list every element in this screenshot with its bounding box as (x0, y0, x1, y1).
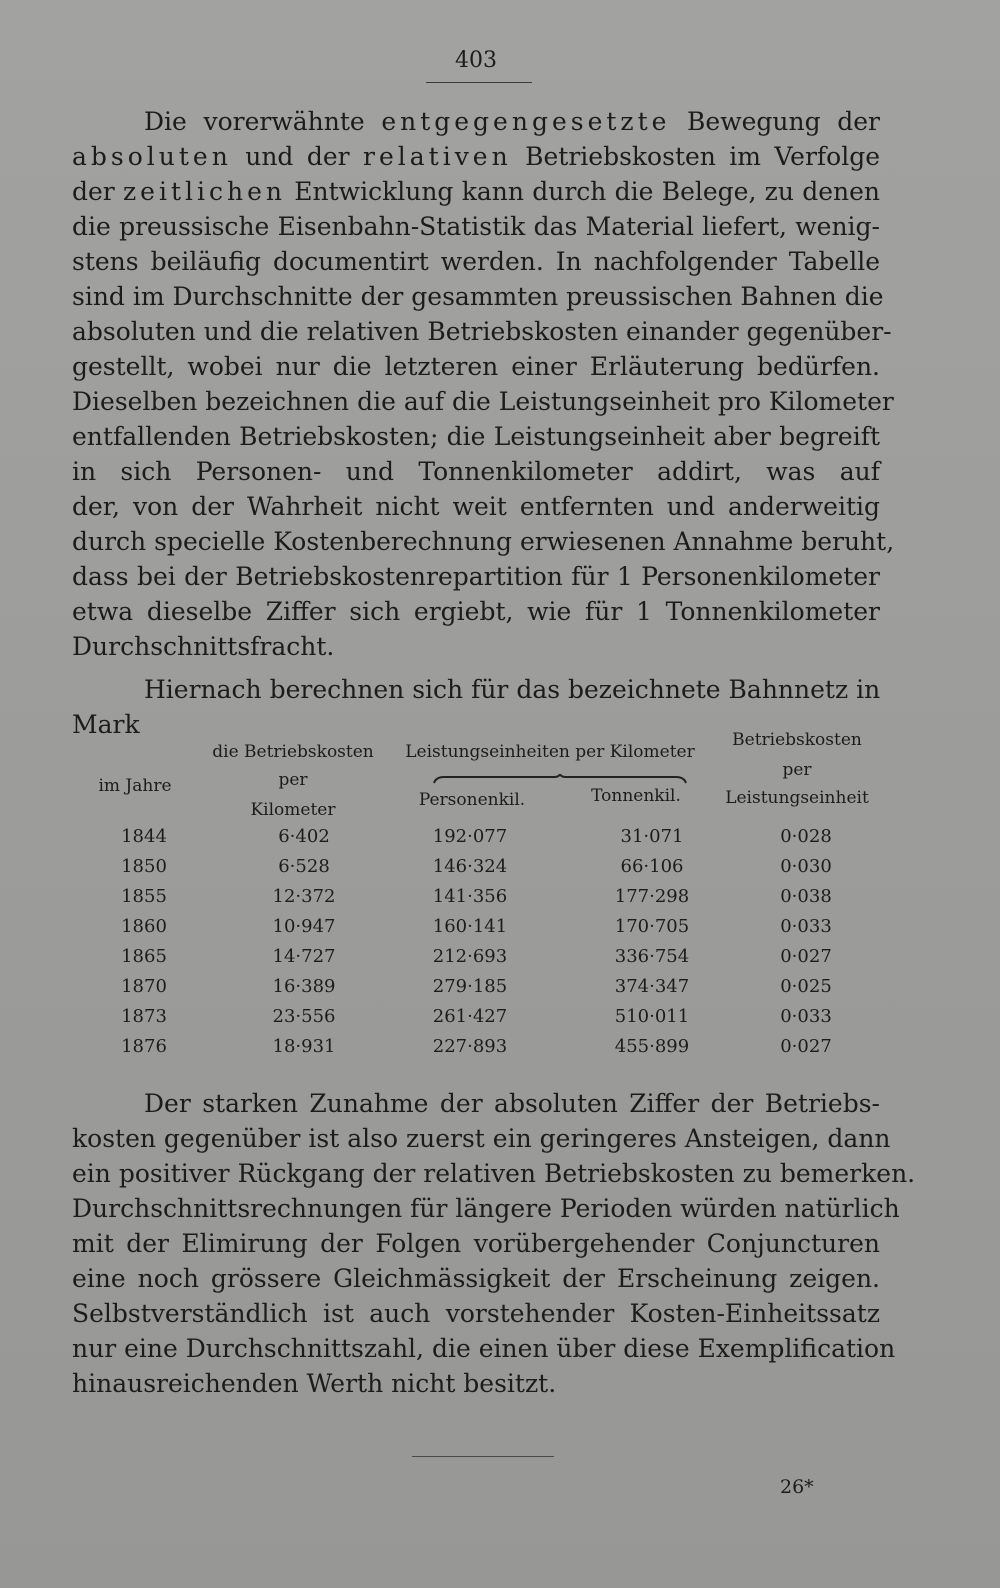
text-line (72, 594, 880, 629)
text-line (72, 489, 880, 524)
text-segment: Selbstverständlich ist auch vorstehender Kosten-Einheitssatz (72, 1299, 880, 1328)
header-cost-line1: die Betriebskosten (212, 742, 374, 762)
cell-year: 1873 (121, 1006, 167, 1027)
cell-cost: 6·528 (278, 856, 330, 877)
text-segment: Die vorerwähnte (144, 107, 382, 136)
text-segment: Durchschnittsrechnungen für längere Perioden würden natürlich (72, 1194, 900, 1223)
header-unitcost-line2: per (782, 760, 812, 780)
text-segment: Bewegung der (670, 107, 881, 136)
text-line (72, 279, 884, 314)
header-persons: Personenkil. (418, 790, 526, 810)
cell-cost: 6·402 (278, 826, 330, 847)
cell-persons: 279·185 (432, 976, 508, 997)
cell-year: 1860 (121, 916, 167, 937)
cell-cost: 10·947 (272, 916, 336, 937)
cell-unit: 0·027 (780, 946, 832, 967)
text-segment: zeitlichen (123, 177, 287, 206)
text-line (72, 314, 892, 349)
signature-mark: 26* (780, 1476, 814, 1498)
text-segment: Hiernach berechnen sich für das bezeichnete Bahnnetz in (144, 675, 881, 704)
footer-rule (412, 1456, 554, 1457)
brace-icon (432, 774, 688, 784)
text-line (72, 419, 880, 454)
text-segment: stens beiläufig documentirt werden. In nachfolgender Tabelle (72, 247, 880, 276)
cell-unit: 0·027 (780, 1036, 832, 1057)
cell-unit: 0·025 (780, 976, 832, 997)
text-line (72, 139, 880, 174)
cell-persons: 227·893 (432, 1036, 508, 1057)
text-line (72, 1156, 916, 1191)
cell-persons: 146·324 (432, 856, 508, 877)
text-line (72, 384, 894, 419)
cell-cost: 16·389 (272, 976, 336, 997)
header-unitcost-line3: Leistungseinheit (725, 788, 869, 808)
header-cost-line2: per (278, 770, 308, 790)
text-line (72, 1261, 880, 1296)
text-segment: der (72, 177, 124, 206)
text-line (72, 629, 880, 664)
text-segment: relativen (363, 142, 512, 171)
text-line (72, 1331, 896, 1366)
text-segment: in sich Personen- und Tonnenkilometer addirt, was auf (72, 457, 880, 486)
text-segment: dass bei der Betriebskostenrepartition für 1 Personenkilometer (72, 562, 880, 591)
cell-persons: 212·693 (432, 946, 508, 967)
text-segment: Entwicklung kann durch die Belege, zu denen (286, 177, 880, 206)
text-segment: durch specielle Kostenberechnung erwiesenen Annahme beruht, (72, 527, 895, 556)
cell-unit: 0·038 (780, 886, 832, 907)
cell-persons: 192·077 (432, 826, 508, 847)
cell-cost: 23·556 (272, 1006, 336, 1027)
cell-cost: 18·931 (272, 1036, 336, 1057)
header-tons: Tonnenkil. (591, 786, 681, 806)
paragraph-conclusion (72, 1086, 916, 1401)
text-line (72, 209, 880, 244)
cell-cost: 14·727 (272, 946, 336, 967)
text-line (72, 672, 880, 707)
text-line (72, 1366, 880, 1401)
cell-year: 1844 (121, 826, 167, 847)
cell-year: 1870 (121, 976, 167, 997)
paragraph-intro (72, 104, 895, 664)
text-line (72, 454, 880, 489)
text-line (72, 349, 880, 384)
text-segment: die preussische Eisenbahn-Statistik das Material liefert, wenig- (72, 212, 880, 241)
cell-tons: 31·071 (620, 826, 684, 847)
cell-tons: 455·899 (614, 1036, 690, 1057)
text-segment: absoluten und die relativen Betriebskosten einander gegenüber- (72, 317, 892, 346)
text-segment: Dieselben bezeichnen die auf die Leistungseinheit pro Kilometer (72, 387, 894, 416)
cell-tons: 374·347 (614, 976, 690, 997)
text-segment: der, von der Wahrheit nicht weit entfernten und anderweitig (72, 492, 880, 521)
cost-table (72, 730, 892, 1066)
cell-cost: 12·372 (272, 886, 336, 907)
text-segment: mit der Elimirung der Folgen vorübergehender Conjuncturen (72, 1229, 880, 1258)
text-segment: gestellt, wobei nur die letzteren einer Erläuterung bedürfen. (72, 352, 880, 381)
cell-year: 1876 (121, 1036, 167, 1057)
text-line (72, 524, 895, 559)
header-cost-line3: Kilometer (250, 800, 336, 820)
cell-year: 1850 (121, 856, 167, 877)
text-segment: hinausreichenden Werth nicht besitzt. (72, 1369, 557, 1398)
text-segment: entgegengesetzte (381, 107, 671, 136)
text-line (72, 1086, 880, 1121)
cell-persons: 261·427 (432, 1006, 508, 1027)
header-rule (426, 82, 532, 83)
text-segment: Der starken Zunahme der absoluten Ziffer der Betriebs- (144, 1089, 880, 1118)
cell-year: 1865 (121, 946, 167, 967)
text-line (72, 1226, 880, 1261)
text-segment: absoluten (72, 142, 232, 171)
cell-tons: 170·705 (614, 916, 690, 937)
text-line (72, 1191, 900, 1226)
cell-tons: 177·298 (614, 886, 690, 907)
text-line (72, 1121, 891, 1156)
cell-unit: 0·028 (780, 826, 832, 847)
text-segment: etwa dieselbe Ziffer sich ergiebt, wie für 1 Tonnenkilometer (72, 597, 880, 626)
text-segment: Durchschnittsfracht. (72, 632, 335, 661)
text-segment: eine noch grössere Gleichmässigkeit der Erscheinung zeigen. (72, 1264, 880, 1293)
header-units: Leistungseinheiten per Kilometer (405, 742, 695, 762)
cell-unit: 0·030 (780, 856, 832, 877)
text-segment: Mark (72, 710, 140, 739)
text-line (72, 559, 880, 594)
text-segment: Betriebskosten im Verfolge (511, 142, 880, 171)
text-segment: und der (231, 142, 363, 171)
cell-tons: 336·754 (614, 946, 690, 967)
header-unitcost-line1: Betriebskosten (732, 730, 862, 750)
text-line (72, 104, 880, 139)
text-line (72, 174, 880, 209)
text-line (72, 1296, 880, 1331)
page-number: 403 (455, 48, 497, 73)
cell-year: 1855 (121, 886, 167, 907)
text-segment: sind im Durchschnitte der gesammten preussischen Bahnen die (72, 282, 884, 311)
cell-unit: 0·033 (780, 1006, 832, 1027)
text-segment: ein positiver Rückgang der relativen Betriebskosten zu bemerken. (72, 1159, 916, 1188)
cell-persons: 141·356 (432, 886, 508, 907)
cell-persons: 160·141 (432, 916, 508, 937)
text-line (72, 244, 880, 279)
header-year: im Jahre (98, 776, 172, 796)
cell-unit: 0·033 (780, 916, 832, 937)
cell-tons: 66·106 (620, 856, 684, 877)
text-segment: entfallenden Betriebskosten; die Leistungseinheit aber begreift (72, 422, 880, 451)
text-segment: kosten gegenüber ist also zuerst ein geringeres Ansteigen, dann (72, 1124, 891, 1153)
text-segment: nur eine Durchschnittszahl, die einen über diese Exemplification (72, 1334, 896, 1363)
cell-tons: 510·011 (614, 1006, 690, 1027)
